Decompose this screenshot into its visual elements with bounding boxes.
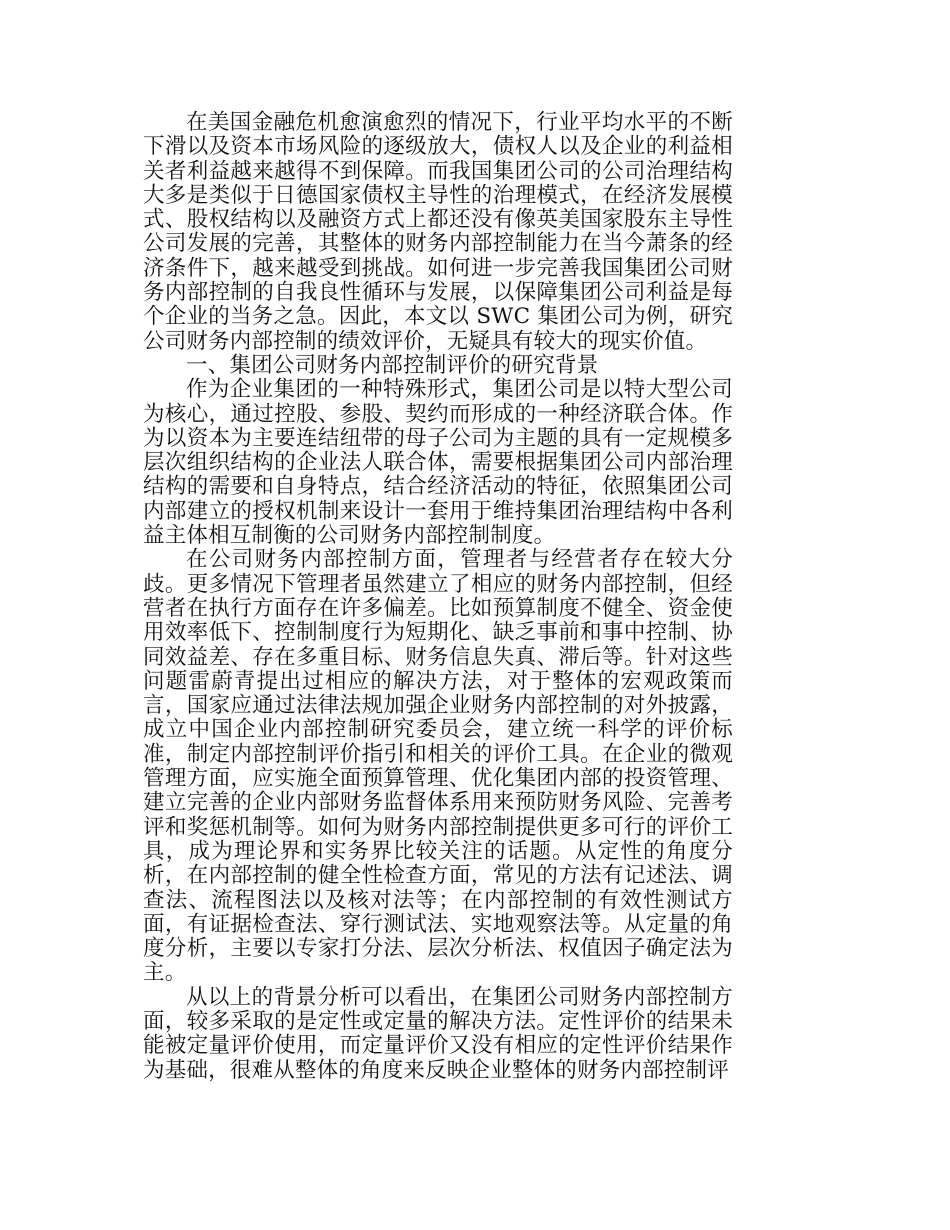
paragraph-internal-control: 在公司财务内部控制方面，管理者与经营者存在较大分歧。更多情况下管理者虽然建立了相应的财务内部控制，但经营者在执行方面存在许多偏差。比如预算制度不健全、资金使用效率低下、控制制度行为短期化、缺乏事前和事中控制、协同效益差、存在多重目标、财务信息失真、滞后等。针对这些问题雷蔚青提出过相应的解决方法，对于整体的宏观政策而言，国家应通过法律法规加强企业财务内部控制的对外披露，成立中国企业内部控制研究委员会，建立统一科学的评价标准，制定内部控制评价指引和相关的评价工具。在企业的微观管理方面，应实施全面预算管理、优化集团内部的投资管理、建立完善的企业内部财务监督体系用来预防财务风险、完善考评和奖惩机制等。如何为财务内部控制提供更多可行的评价工具，成为理论界和实务界比较关注的话题。从定性的角度分析，在内部控制的健全性检查方面，常见的方法有记述法、调查法、流程图法以及核对法等；在内部控制的有效性测试方面，有证据检查法、穿行测试法、实地观察法等。从定量的角度分析，主要以专家打分法、层次分析法、权值因子确定法为主。 (143, 547, 733, 986)
paragraph-analysis: 从以上的背景分析可以看出，在集团公司财务内部控制方面，较多采取的是定性或定量的解决方法。定性评价的结果未能被定量评价使用，而定量评价又没有相应的定性评价结果作为基础，很难从整体的角度来反映企业整体的财务内部控制评 (143, 984, 733, 1083)
body-text (143, 111, 733, 1083)
section-heading: 一、集团公司财务内部控制评价的研究背景 (186, 352, 599, 378)
paragraph-intro: 在美国金融危机愈演愈烈的情况下，行业平均水平的不断下滑以及资本市场风险的逐级放大，债权人以及企业的利益相关者利益越来越得不到保障。而我国集团公司的公司治理结构大多是类似于日德国家债权主导性的治理模式，在经济发展模式、股权结构以及融资方式上都还没有像英美国家股东主导性公司发展的完善，其整体的财务内部控制能力在当今萧条的经济条件下，越来越受到挑战。如何进一步完善我国集团公司财务内部控制的自我良性循环与发展，以保障集团公司利益是每个企业的当务之急。因此，本文以 SWC 集团公司为例，研究公司财务内部控制的绩效评价，无疑具有较大的现实价值。 (143, 110, 733, 354)
paragraph-background: 作为企业集团的一种特殊形式，集团公司是以特大型公司为核心，通过控股、参股、契约而形成的一种经济联合体。作为以资本为主要连结纽带的母子公司为主题的具有一定规模多层次组织结构的企业法人联合体，需要根据集团公司内部治理结构的需要和自身特点，结合经济活动的特征，依照集团公司内部建立的授权机制来设计一套用于维持集团治理结构中各利益主体相互制衡的公司财务内部控制制度。 (143, 377, 733, 549)
